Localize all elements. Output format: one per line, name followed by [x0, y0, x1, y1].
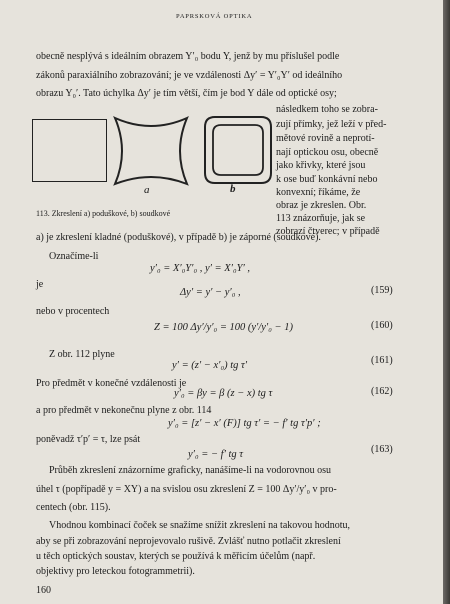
text-line: poněvadž τ′p′ = τ, lze psát [36, 434, 141, 445]
equation-160: Z = 100 Δy′/y′₀ = 100 (y′/y′₀ − 1) [154, 322, 293, 333]
text-line: zákonů paraxiálního zobrazování; je ve vzdálenosti Δy′ = Y′₀Y′ od ideálního [36, 70, 343, 81]
text-line: Průběh zkreslení znázorníme graficky, nanášíme-li na vodorovnou osu [49, 465, 332, 476]
text-line: k ose buď konkávní nebo [276, 174, 378, 185]
text-line: mětové rovině a neprotí- [276, 133, 375, 144]
text-line: obrazu Y₀′. Tato úchylka Δy′ je tím větší, čím je bod Y dále od optické osy; [36, 88, 337, 99]
text-line: nebo v procentech [36, 306, 110, 317]
text-line: úhel τ (popřípadě y = XY) a na svislou osu zkreslení Z = 100 Δy′/y′₀ v pro- [36, 484, 337, 495]
figure-label-b: b [230, 183, 236, 195]
text-line: objektivy pro leteckou fotogrammetrii). [36, 566, 195, 577]
text-line: Vhodnou kombinací čoček se snažíme snížit zkreslení na takovou hodnotu, [49, 520, 351, 531]
running-header: PAPRSKOVÁ OPTIKA [176, 13, 253, 20]
text-line: aby se při zobrazování neprojevovalo rušivě. Zvlášť nutno potlačit zkreslení [36, 536, 341, 547]
pincushion-figure [110, 112, 192, 190]
binding-edge [443, 0, 450, 604]
text-line: zobrazí čtverec; v případě [276, 226, 380, 237]
text-line: zují přímky, jež leží v před- [276, 119, 387, 130]
figure-caption: 113. Zkreslení a) poduškové, b) soudkové [36, 209, 171, 218]
text-line: následkem toho se zobra- [276, 104, 378, 115]
text-line: obraz je zkreslen. Obr. [276, 200, 367, 211]
text-line: je [36, 279, 44, 290]
equation-number: (162) [371, 386, 393, 397]
text-line: nají optickou osu, obecně [276, 147, 379, 158]
equation-number: (163) [371, 444, 393, 455]
text-line: jako křivky, které jsou [276, 160, 366, 171]
equation-number: (161) [371, 355, 393, 366]
equation-number: (160) [371, 320, 393, 331]
equation-161: y′ = (z′ − x′₀) tg τ′ [172, 360, 248, 371]
text-line: Pro předmět v konečné vzdálenosti je [36, 378, 187, 389]
figure-label-a: a [144, 184, 150, 196]
text-line: u těch optických soustav, kterých se používá k měřicím účelům (např. [36, 551, 316, 562]
text-line: obecně nesplývá s ideálním obrazem Y′₀ bodu Y, jenž by mu příslušel podle [36, 51, 340, 62]
equation-162: y′₀ = βy = β (z − x) tg τ [174, 388, 273, 399]
equation-163: y′₀ = − f′ tg τ [188, 449, 244, 460]
barrel-figure [197, 113, 279, 189]
text-line: Z obr. 112 plyne [49, 349, 115, 360]
page-number: 160 [36, 585, 51, 596]
text-line: Označíme-li [49, 251, 99, 262]
text-line: konvexní; říkáme, že [276, 187, 361, 198]
equation-number: (159) [371, 285, 393, 296]
text-line: a) je zkreslení kladné (poduškové), v případě b) je záporné (soudkové). [36, 232, 321, 243]
text-line: 113 znázorňuje, jak se [276, 213, 366, 224]
text-line: a pro předmět v nekonečnu plyne z obr. 114 [36, 405, 212, 416]
equation-159: Δy′ = y′ − y′₀ , [180, 287, 241, 298]
equation-158: y′₀ = X′₀Y′₀ , y′ = X′₀Y′ , [150, 263, 251, 274]
text-line: centech (obr. 115). [36, 502, 111, 513]
square-figure [32, 119, 107, 182]
equation-162b: y′₀ = [z′ − x′ (F)] tg τ′ = − f′ tg τ′p′ ; [168, 418, 321, 429]
